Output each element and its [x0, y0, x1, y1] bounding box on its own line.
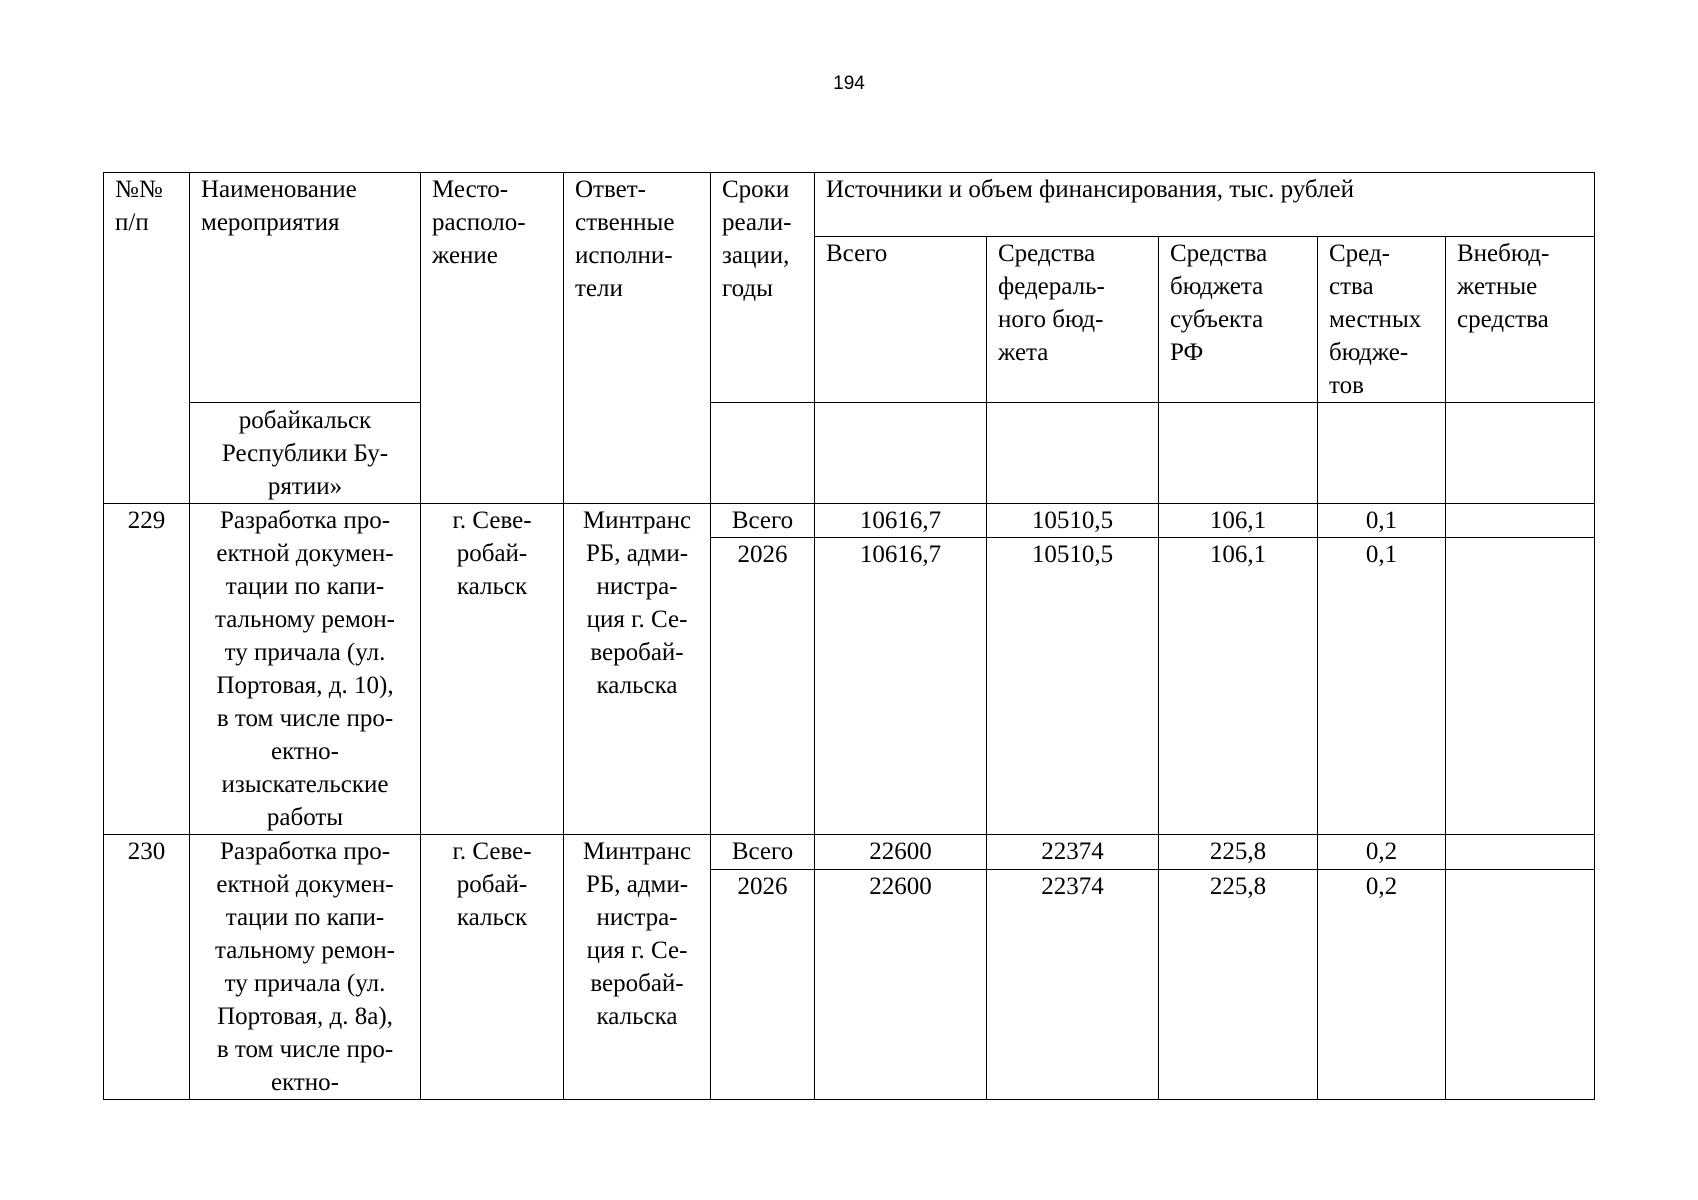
row-responsible: Минтранс РБ, адми- нистра- ция г. Се- веробай- кальска	[564, 835, 711, 1100]
empty-cell	[711, 403, 815, 504]
row-name: Разработка про- ектной докумен- тации по капи- тальному ремон- ту причала (ул. Портовая, д. 8а), в том числе про- ектно-	[190, 835, 421, 1100]
row-total: 10616,7	[815, 538, 987, 835]
row-subject: 106,1	[1159, 504, 1318, 538]
table-row	[104, 835, 1595, 870]
header-local: Сред- ства местных бюдже- тов	[1318, 237, 1446, 403]
row-federal: 22374	[987, 835, 1159, 870]
row-federal: 22374	[987, 869, 1159, 1099]
header-financing: Источники и объем финансирования, тыс. рублей	[815, 173, 1595, 237]
row-total: 22600	[815, 835, 987, 870]
empty-cell	[987, 403, 1159, 504]
row-num: 229	[104, 504, 190, 835]
row-local: 0,2	[1318, 869, 1446, 1099]
header-row-3	[104, 403, 1595, 504]
header-name: Наименование мероприятия	[190, 173, 421, 403]
header-responsible: Ответ- ственные исполни- тели	[564, 173, 711, 504]
page-number: 194	[833, 73, 865, 94]
header-period: Сроки реали- зации, годы	[711, 173, 815, 403]
row-subject: 106,1	[1159, 538, 1318, 835]
empty-cell	[1318, 403, 1446, 504]
row-subject: 225,8	[1159, 835, 1318, 870]
row-subject: 225,8	[1159, 869, 1318, 1099]
row-location: г. Севе- робай- кальск	[421, 504, 564, 835]
row-federal: 10510,5	[987, 538, 1159, 835]
row-federal: 10510,5	[987, 504, 1159, 538]
empty-cell	[815, 403, 987, 504]
continued-name: робайкальск Республики Бу- рятии»	[190, 403, 421, 504]
row-period: Всего	[711, 504, 815, 538]
row-num: 230	[104, 835, 190, 1100]
row-extra	[1446, 835, 1595, 870]
row-local: 0,2	[1318, 835, 1446, 870]
table-row	[104, 504, 1595, 538]
header-location: Место- располо- жение	[421, 173, 564, 504]
header-extra: Внебюд- жетные средства	[1446, 237, 1595, 403]
row-responsible: Минтранс РБ, адми- нистра- ция г. Се- веробай- кальска	[564, 504, 711, 835]
header-row-1	[104, 173, 1595, 237]
row-location: г. Севе- робай- кальск	[421, 835, 564, 1100]
row-period: 2026	[711, 538, 815, 835]
header-num: №№ п/п	[104, 173, 190, 504]
financing-table	[103, 172, 1595, 1100]
row-extra	[1446, 538, 1595, 835]
header-subject: Средства бюджета субъекта РФ	[1159, 237, 1318, 403]
header-total: Всего	[815, 237, 987, 403]
row-extra	[1446, 504, 1595, 538]
header-federal: Средства федераль- ного бюд- жета	[987, 237, 1159, 403]
empty-cell	[1446, 403, 1595, 504]
row-period: Всего	[711, 835, 815, 870]
row-local: 0,1	[1318, 504, 1446, 538]
row-total: 22600	[815, 869, 987, 1099]
row-total: 10616,7	[815, 504, 987, 538]
row-name: Разработка про- ектной докумен- тации по капи- тальному ремон- ту причала (ул. Портовая, д. 10), в том числе про- ектно- изыскательские работы	[190, 504, 421, 835]
row-local: 0,1	[1318, 538, 1446, 835]
row-period: 2026	[711, 869, 815, 1099]
row-extra	[1446, 869, 1595, 1099]
empty-cell	[1159, 403, 1318, 504]
